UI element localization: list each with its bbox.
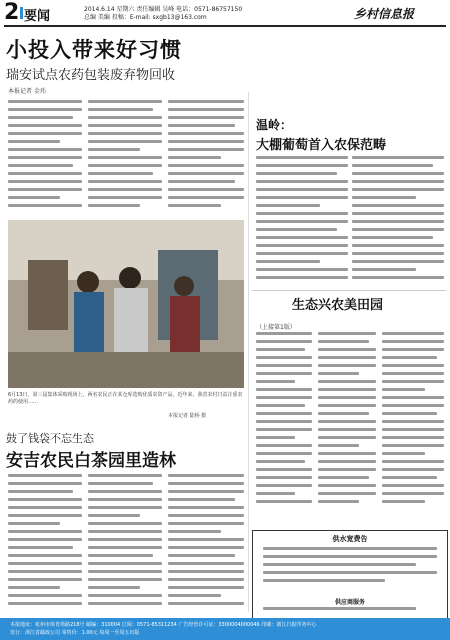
- issue-meta: 2014.6.14 星期六 责任编辑 吴峰 电话：0571-86757150: [84, 6, 243, 13]
- issue-meta-secondary: 总编 美编 投稿：E-mail: sxgb13@163.com: [84, 14, 207, 21]
- top-story-column-1: [8, 100, 82, 212]
- page-number: 2: [4, 0, 20, 25]
- footer-line-1: 本报地址：杭州市体育场路218号 邮编：310004 订阅：0571-85311234 广告经营许可证：3300004000046 印刷：浙江日报印务中心: [10, 622, 317, 628]
- top-story-column-3: [168, 100, 244, 212]
- ad-body-2: [263, 607, 437, 615]
- story4-column-3: [168, 474, 244, 610]
- ad-body: [263, 547, 437, 587]
- ad-box: [252, 530, 448, 622]
- footer-bar: [0, 618, 450, 640]
- ad-title: 供水宽费告: [332, 535, 368, 543]
- story3-column-3: [382, 332, 444, 508]
- footer-line-2: 发行：浙江省邮政公司 零售价：1.00元 每周一至周五出版: [10, 630, 140, 636]
- news-photo: [8, 220, 244, 388]
- section-name: 要闻: [24, 9, 51, 24]
- top-story-byline: 本报记者 金玮: [8, 88, 46, 95]
- ad-subtitle: 供应商服务: [334, 599, 365, 606]
- photo-caption: 6月13日，第三届集体采购现场上，两名农民正在某仓库选购优质农资产品。近年来，我省农村日益注重农药的使用……: [8, 392, 243, 405]
- top-story-headline: 小投入带来好习惯: [6, 38, 182, 62]
- column-divider: [248, 92, 249, 612]
- photo-credit: 本报记者 陆桥 摄: [168, 413, 207, 419]
- story4-kicker: 鼓了钱袋不忘生态: [6, 432, 94, 445]
- story2-column-1: [256, 156, 348, 284]
- story4-column-2: [88, 474, 162, 610]
- masthead: [0, 0, 450, 26]
- news-photo-illustration: [8, 220, 244, 388]
- story4-headline: 安吉农民白茶园里造林: [6, 451, 176, 471]
- story3-column-2: [318, 332, 376, 508]
- story3-headline: 生态兴农美田园: [292, 298, 384, 313]
- story3-column-1: [256, 332, 312, 508]
- top-story-subhead: 瑞安试点农药包装废弃物回收: [6, 68, 176, 83]
- story3-byline: （上接第1版）: [256, 324, 296, 331]
- section-accent-bar: [20, 7, 23, 19]
- paper-name: 乡村信息报: [354, 7, 415, 21]
- story2-headline: 大棚葡萄首入农保范畴: [256, 138, 387, 153]
- story2-column-2: [352, 156, 444, 284]
- story4-column-1: [8, 474, 82, 610]
- top-story-column-2: [88, 100, 162, 212]
- story2-kicker: 温岭：: [256, 118, 293, 132]
- masthead-rule: [4, 25, 446, 27]
